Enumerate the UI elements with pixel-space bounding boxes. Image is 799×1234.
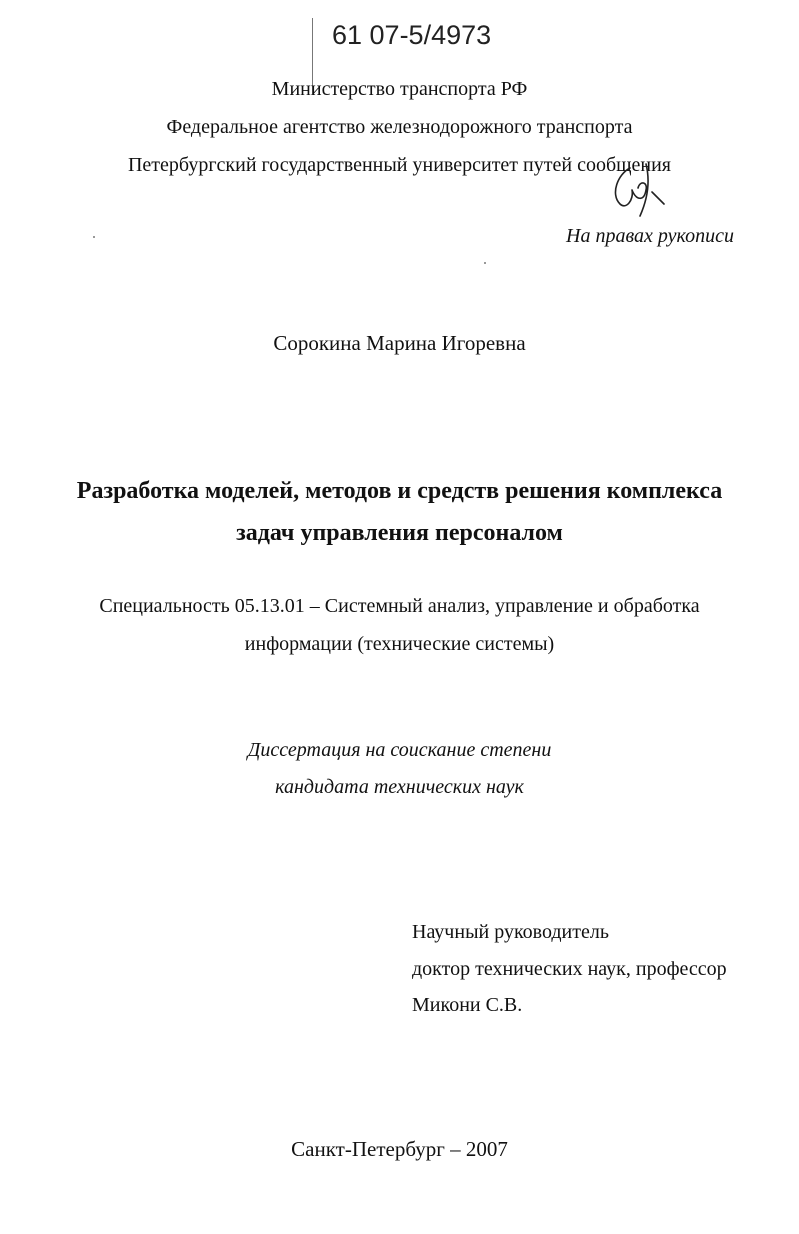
scan-speck bbox=[484, 262, 486, 264]
ministry-heading: Министерство транспорта РФ bbox=[271, 78, 528, 100]
university-heading: Петербургский государственный университет путей сообщения bbox=[127, 154, 672, 176]
specialty-line-2: информации (технические системы) bbox=[244, 633, 555, 655]
manuscript-rights-note: На правах рукописи bbox=[566, 225, 734, 247]
supervisor-degree: доктор технических наук, профессор bbox=[412, 958, 727, 980]
supervisor-name: Микони С.В. bbox=[412, 994, 523, 1016]
agency-heading: Федеральное агентство железнодорожного транспорта bbox=[166, 116, 633, 138]
degree-statement-line-1: Диссертация на соискание степени bbox=[247, 739, 552, 761]
dissertation-title-line-1: Разработка моделей, методов и средств решения комплекса bbox=[76, 478, 723, 504]
specialty-line-1: Специальность 05.13.01 – Системный анализ, управление и обработка bbox=[99, 595, 700, 617]
author-name: Сорокина Марина Игоревна bbox=[273, 331, 526, 355]
degree-statement-line-2: кандидата технических наук bbox=[275, 776, 524, 798]
scan-speck bbox=[93, 236, 95, 238]
signature-icon bbox=[600, 160, 670, 220]
city-year: Санкт-Петербург – 2007 bbox=[291, 1137, 508, 1161]
dissertation-title-line-2: задач управления персоналом bbox=[236, 520, 563, 546]
supervisor-label: Научный руководитель bbox=[412, 921, 609, 943]
archive-stamp-code: 61 07-5/4973 bbox=[332, 20, 492, 50]
